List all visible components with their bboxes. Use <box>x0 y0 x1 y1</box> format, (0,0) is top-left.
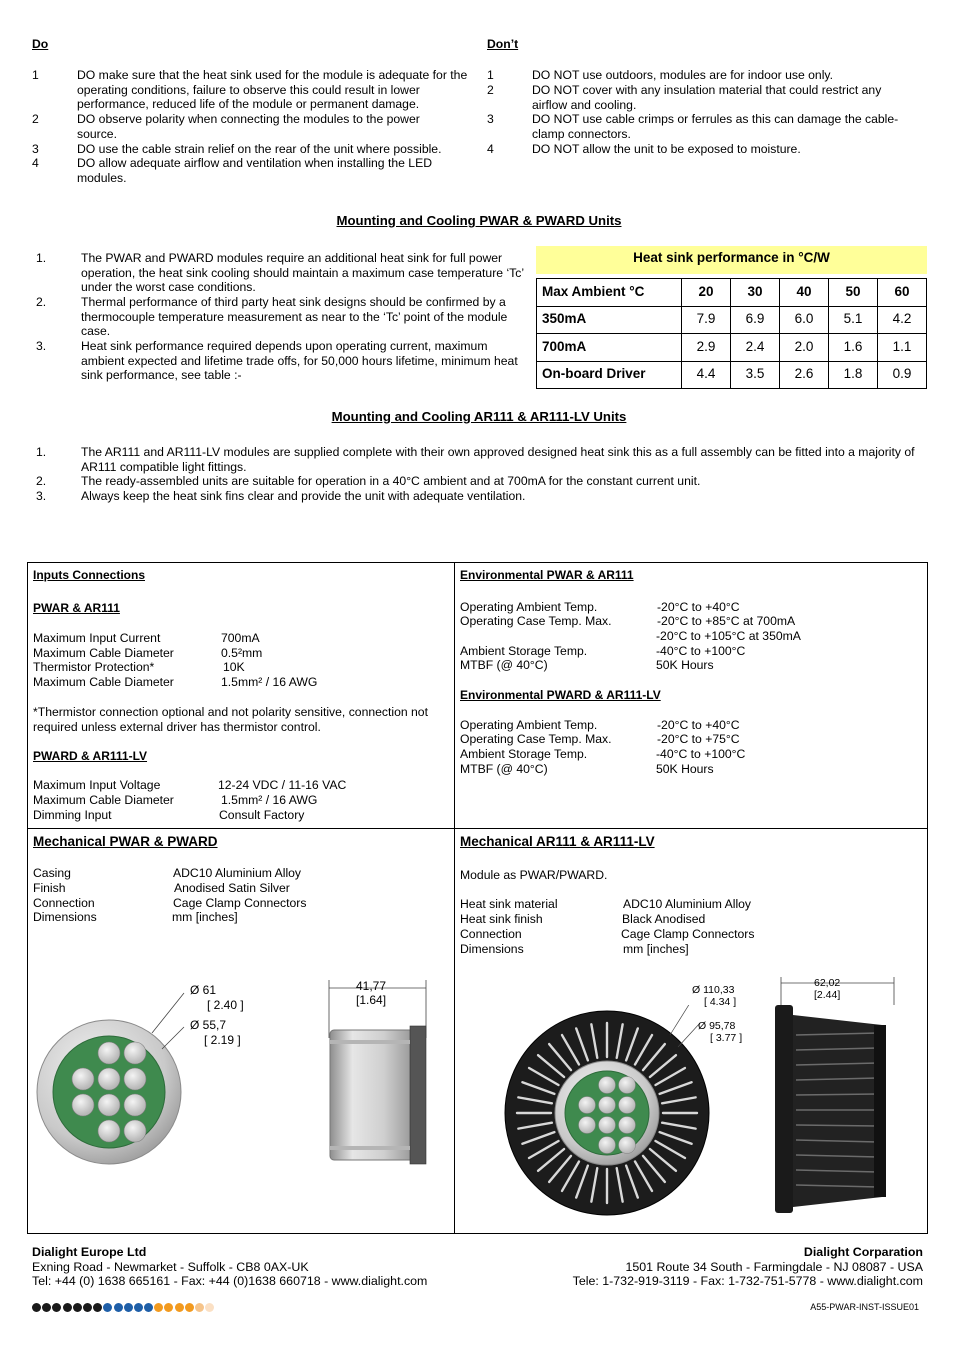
footer-usa <box>573 1245 923 1289</box>
footer-europe-address: Exning Road - Newmarket - Suffolk - CB8 0AX-UK <box>32 1259 309 1274</box>
inputs-pward-title: PWARD & AR111-LV <box>33 749 148 763</box>
pwar-section-title: Mounting and Cooling PWAR & PWARD Units <box>336 213 622 228</box>
table-cell: 7.9 <box>682 306 731 334</box>
brand-dot <box>154 1303 163 1312</box>
table-cell: 2.4 <box>731 334 780 362</box>
ar111-inner-diameter-inches: [ 3.77 ] <box>710 1032 743 1044</box>
table-header-cell: 50 <box>829 279 878 307</box>
footer-usa-company: Dialight Corparation <box>803 1245 923 1259</box>
table-row <box>537 361 927 389</box>
env-pward-title: Environmental PWARD & AR111-LV <box>460 688 661 702</box>
brand-dot <box>124 1303 133 1312</box>
table-header-cell: 30 <box>731 279 780 307</box>
pwar-inner-diameter: Ø 55,7 <box>190 1018 227 1032</box>
brand-dot <box>144 1303 153 1312</box>
table-cell: 5.1 <box>829 306 878 334</box>
ar111-outer-diameter-inches: [ 4.34 ] <box>704 996 737 1008</box>
do-title: Do <box>32 37 49 51</box>
dont-title: Don’t <box>487 37 519 51</box>
mech-ar111-title: Mechanical AR111 & AR111-LV <box>460 834 655 849</box>
table-cell: 2.6 <box>780 361 829 389</box>
footer-usa-contact: Tele: 1-732-919-3119 - Fax: 1-732-751-5778 - www.dialight.com <box>572 1274 923 1289</box>
spec-divider-horizontal <box>27 828 928 829</box>
mech-pwar-title: Mechanical PWAR & PWARD <box>33 834 218 849</box>
ar111-section-title: Mounting and Cooling AR111 & AR111-LV Units <box>331 409 627 424</box>
table-cell: 3.5 <box>731 361 780 389</box>
table-cell: 350mA <box>537 306 682 334</box>
table-cell: 1.1 <box>878 334 927 362</box>
inputs-pwar-title: PWAR & AR111 <box>33 601 120 615</box>
ar111-depth-inches: [2.44] <box>814 989 841 1001</box>
inputs-title: Inputs Connections <box>33 568 145 582</box>
ar111-outer-diameter: Ø 110,33 <box>692 984 735 996</box>
brand-dot <box>103 1303 112 1312</box>
spec-divider-vertical <box>454 562 455 1234</box>
brand-dots <box>32 1301 215 1312</box>
table-row <box>537 306 927 334</box>
table-cell: 1.6 <box>829 334 878 362</box>
table-cell: 4.4 <box>682 361 731 389</box>
brand-dot <box>185 1303 194 1312</box>
brand-dot <box>134 1303 143 1312</box>
brand-dot <box>175 1303 184 1312</box>
table-row <box>537 334 927 362</box>
ar111-front-view-drawing <box>500 1005 725 1220</box>
table-header-cell: 60 <box>878 279 927 307</box>
table-header-cell: Max Ambient °C <box>537 279 682 307</box>
brand-dot <box>93 1303 102 1312</box>
brand-dot <box>195 1303 204 1312</box>
brand-dot <box>205 1303 214 1312</box>
mech-ar111-intro: Module as PWAR/PWARD. <box>460 868 608 882</box>
table-cell: 1.8 <box>829 361 878 389</box>
table-cell: 6.9 <box>731 306 780 334</box>
env-pwar-title: Environmental PWAR & AR111 <box>460 568 634 582</box>
document-code: A55-PWAR-INST-ISSUE01 <box>810 1302 919 1312</box>
table-header-cell: 20 <box>682 279 731 307</box>
table-header-row <box>537 279 927 307</box>
heat-sink-table <box>536 278 927 389</box>
pwar-outer-diameter: Ø 61 <box>190 983 217 997</box>
table-cell: 0.9 <box>878 361 927 389</box>
ar111-side-view-drawing <box>770 975 920 1220</box>
table-header-cell: 40 <box>780 279 829 307</box>
footer-europe <box>32 1245 427 1289</box>
table-cell: 6.0 <box>780 306 829 334</box>
table-cell: 2.9 <box>682 334 731 362</box>
table-cell: On-board Driver <box>537 361 682 389</box>
heat-sink-table-title: Heat sink performance in °C/W <box>536 246 927 274</box>
pwar-outer-diameter-inches: [ 2.40 ] <box>207 998 244 1012</box>
pwar-depth: 41,77 <box>356 979 387 993</box>
brand-dot <box>73 1303 82 1312</box>
table-cell: 4.2 <box>878 306 927 334</box>
pwar-inner-diameter-inches: [ 2.19 ] <box>204 1033 241 1047</box>
brand-dot <box>114 1303 123 1312</box>
brand-dot <box>63 1303 72 1312</box>
footer-europe-contact: Tel: +44 (0) 1638 665161 - Fax: +44 (0)1638 660718 - www.dialight.com <box>32 1274 428 1289</box>
footer-europe-company: Dialight Europe Ltd <box>32 1245 147 1259</box>
table-cell: 2.0 <box>780 334 829 362</box>
table-cell: 700mA <box>537 334 682 362</box>
brand-dot <box>52 1303 61 1312</box>
footer-usa-address: 1501 Route 34 South - Farmingdale - NJ 08087 - USA <box>625 1259 923 1274</box>
pwar-depth-inches: [1.64] <box>356 993 387 1007</box>
brand-dot <box>164 1303 173 1312</box>
brand-dot <box>42 1303 51 1312</box>
thermistor-note: *Thermistor connection optional and not polarity sensitive, connection not required unless external driver has thermistor control. <box>33 705 428 734</box>
brand-dot <box>83 1303 92 1312</box>
brand-dot <box>32 1303 41 1312</box>
pwar-front-view-drawing <box>34 975 194 1175</box>
ar111-depth: 62,02 <box>814 977 841 989</box>
ar111-inner-diameter: Ø 95,78 <box>698 1020 736 1032</box>
